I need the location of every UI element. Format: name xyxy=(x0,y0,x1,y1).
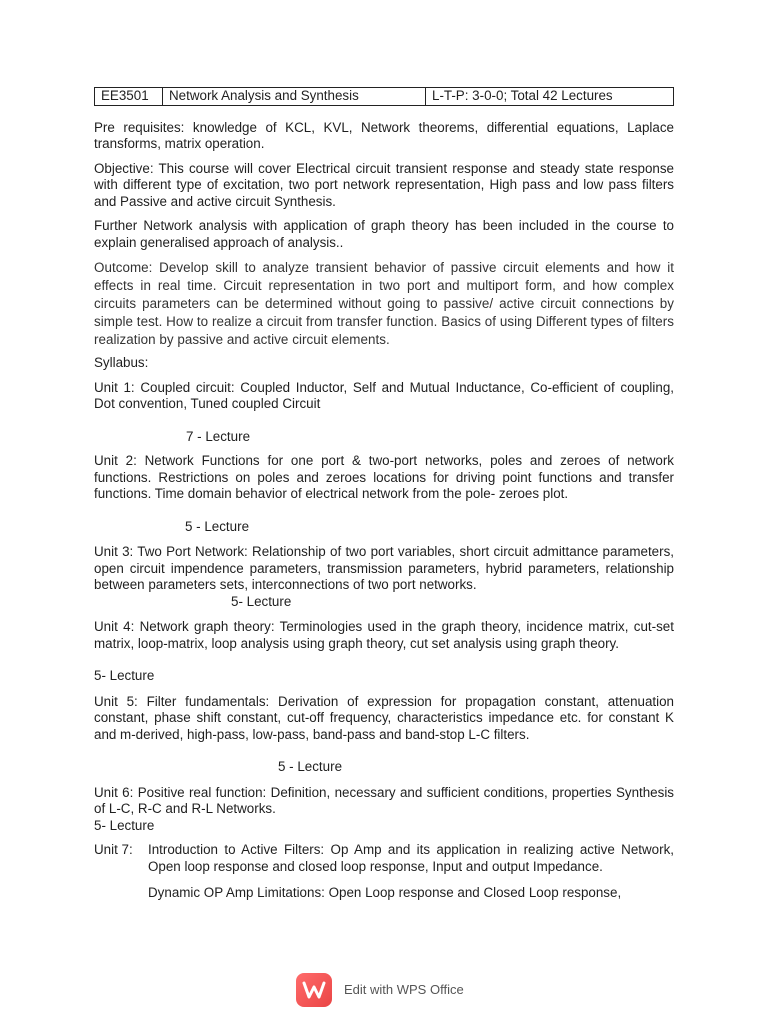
unit-6-lecture: 5- Lecture xyxy=(94,817,155,833)
unit-7-part-2 xyxy=(148,885,674,902)
unit-7-block xyxy=(94,842,674,902)
unit-3-text: Relationship of two port variables, short circuit admittance parameters, open circuit impendence parameters, transmission parameters, hybrid parameters, relationship between parameters sets, interconnections of two port networks. xyxy=(94,544,674,592)
course-ltp: L-T-P: 3-0-0; Total 42 Lectures xyxy=(426,88,674,106)
unit-7-part-2-label: Dynamic OP Amp Limitations: xyxy=(148,885,325,900)
unit-3-paragraph xyxy=(94,544,674,594)
wps-edit-footer[interactable] xyxy=(296,973,464,1007)
objective-text: This course will cover Electrical circuit transient response and steady state response with different type of excitation, two port network representation, High pass and low pass filters and Passive and active circuit Synthesis. xyxy=(94,160,674,209)
prerequisites-label: Pre requisites: xyxy=(94,119,185,135)
unit-2-label: Unit 2: Network Functions xyxy=(94,453,260,468)
prerequisites-text: knowledge of KCL, KVL, Network theorems, differential equations, Laplace transforms, matrix operation. xyxy=(94,119,674,151)
unit-4-text: Terminologies used in the graph theory, incidence matrix, cut-set matrix, loop-matrix, loop analysis using graph theory, cut set analysis using graph theory. xyxy=(94,619,674,651)
unit-2-text: for one port & two-port networks, poles and zeroes of network functions. Restrictions on poles and zeroes locations for driving point functions and transfer functions. Time domain behavior of electrical network from the pole- zeroes plot. xyxy=(94,453,675,501)
unit-2-lecture: 5 - Lecture xyxy=(185,518,250,534)
unit-4-paragraph xyxy=(94,619,674,652)
course-title: Network Analysis and Synthesis xyxy=(163,88,426,106)
unit-6-label: Unit 6: Positive real function: xyxy=(94,784,267,800)
document-page xyxy=(94,87,674,902)
unit-7-part-1 xyxy=(148,842,674,875)
unit-2-paragraph xyxy=(94,453,674,503)
unit-7-part-1-text: Op Amp and its application in realizing active Network, Open loop response and closed loop response, Input and output Impedance. xyxy=(148,842,675,874)
outcome-paragraph: Outcome: Develop skill to analyze transient behavior of passive circuit elements and how it effects in real time. Circuit representation in two port and multiport form, and how complex circuits parameters can be determined without going to passive/ active circuit connections by simple test. How to realize a circuit from transfer function. Basics of using Different types of filters realization by passive and active circuit elements. xyxy=(94,260,674,347)
unit-1-paragraph xyxy=(94,380,674,413)
objective-paragraph xyxy=(94,161,674,211)
unit-1-text: Coupled Inductor, Self and Mutual Inductance, Co-efficient of coupling, Dot convention, Tuned coupled Circuit xyxy=(94,379,674,411)
unit-1-label: Unit 1: Coupled circuit: xyxy=(94,379,235,395)
unit-5-lecture: 5 - Lecture xyxy=(278,759,343,774)
unit-7-part-1-label: Introduction to Active Filters: xyxy=(148,842,325,857)
objective-label: Objective: xyxy=(94,160,154,176)
unit-3-label: Unit 3: Two Port Network: xyxy=(94,544,248,559)
wps-office-logo-icon xyxy=(296,973,332,1007)
further-paragraph: Further Network analysis with application of graph theory has been included in the course to explain generalised approach of analysis.. xyxy=(94,218,674,250)
unit-5-paragraph xyxy=(94,694,674,744)
edit-with-wps-link[interactable]: Edit with WPS Office xyxy=(344,981,464,997)
unit-1-lecture: 7 - Lecture xyxy=(186,428,251,444)
unit-4-label: Unit 4: Network graph theory: xyxy=(94,619,275,634)
course-code: EE3501 xyxy=(95,88,163,106)
unit-7-label: Unit 7: xyxy=(94,842,133,857)
unit-5-text: Derivation of expression for propagation constant, attenuation constant, phase shift constant, cut-off frequency, characteristics impedance etc. for constant K and m-derived, high-pass, low-pass, band-pass and band-stop L-C filters. xyxy=(94,693,675,742)
unit-6-text: Definition, necessary and sufficient conditions, properties Synthesis of L-C, R-C and R-L Networks. xyxy=(94,784,674,816)
course-header-table xyxy=(94,87,674,106)
unit-5-label: Unit 5: Filter fundamentals: xyxy=(94,693,270,709)
unit-3-lecture: 5- Lecture xyxy=(231,593,292,609)
unit-6-paragraph xyxy=(94,785,674,818)
syllabus-label: Syllabus: xyxy=(94,355,149,370)
unit-7-part-2-text: Open Loop response and Closed Loop response, xyxy=(324,885,622,900)
unit-7-body xyxy=(148,842,674,902)
unit-4-lecture: 5- Lecture xyxy=(94,668,155,683)
prerequisites-paragraph xyxy=(94,120,674,153)
